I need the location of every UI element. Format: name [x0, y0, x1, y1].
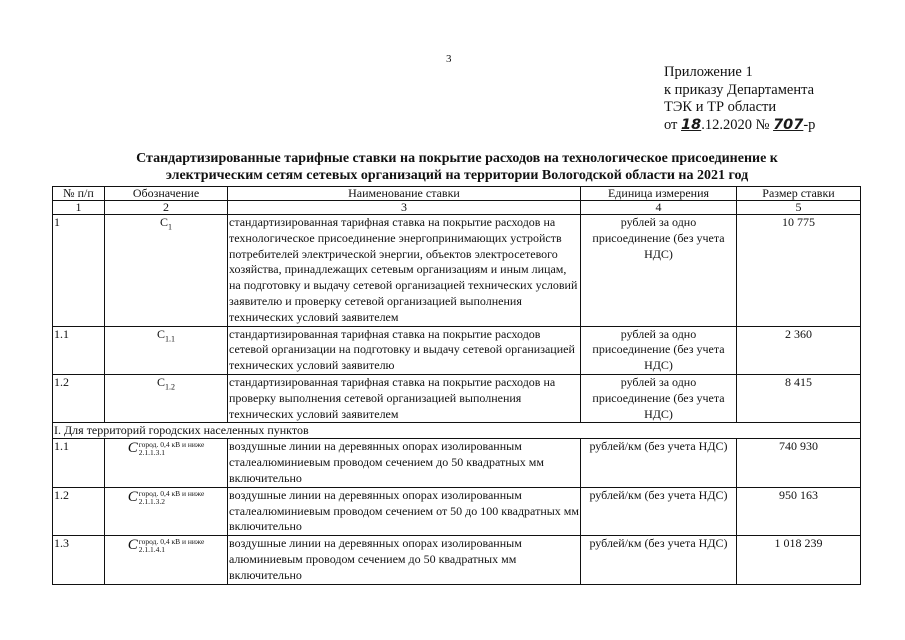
date-prefix: от: [664, 116, 678, 133]
section-row: [53, 423, 861, 439]
row-symbol: [105, 536, 228, 584]
header-value: Размер ставки: [737, 187, 861, 201]
document-title: [52, 150, 862, 184]
tariff-table: [52, 186, 861, 585]
row-name: стандартизированная тарифная ставка на покрытие расходов на проверку выполнения сетевой организацией выполнения технических условий заявителем: [228, 374, 581, 422]
column-number: 4: [581, 201, 737, 215]
row-symbol: [105, 487, 228, 535]
table-row: [53, 374, 861, 422]
symbol-superscript: город. 0,4 кВ и ниже: [138, 488, 205, 498]
symbol-subscript: 1.2: [165, 382, 175, 392]
row-name: воздушные линии на деревянных опорах изолированным сталеалюминиевым проводом сечением от 50 до 100 квадратных мм включительно: [228, 487, 581, 535]
symbol-subscript: 2.1.1.3.1: [138, 448, 165, 458]
order-suffix: -р: [803, 116, 816, 133]
table-row: [53, 326, 861, 374]
column-number: 1: [53, 201, 105, 215]
column-number: 3: [228, 201, 581, 215]
header-name: Наименование ставки: [228, 187, 581, 201]
row-symbol: $C_{1.2}$: [105, 374, 228, 422]
row-value: 1 018 239: [737, 536, 861, 584]
row-name: воздушные линии на деревянных опорах изолированным сталеалюминиевым проводом сечением до 50 квадратных мм включительно: [228, 439, 581, 487]
header-symbol: Обозначение: [105, 187, 228, 201]
row-value: 10 775: [737, 215, 861, 327]
symbol-superscript: город. 0,4 кВ и ниже: [138, 537, 205, 547]
symbol-subscript: 2.1.1.3.2: [138, 496, 165, 506]
symbol-letter: C: [127, 537, 138, 554]
appendix-line-2: к приказу Департамента: [664, 81, 815, 98]
header-row: [53, 187, 861, 201]
row-num: 1.1: [53, 326, 105, 374]
title-line-1: Стандартизированные тарифные ставки на покрытие расходов на технологическое присоединение к: [136, 151, 778, 166]
page-number: 3: [446, 53, 452, 65]
table-row: [53, 536, 861, 584]
appendix-date-line: [664, 117, 815, 135]
header-unit: Единица измерения: [581, 187, 737, 201]
row-unit: рублей за одно присоединение (без учета НДС): [581, 215, 737, 327]
row-value: 2 360: [737, 326, 861, 374]
row-value: 8 415: [737, 374, 861, 422]
header-num: № п/п: [53, 187, 105, 201]
row-unit: рублей/км (без учета НДС): [581, 536, 737, 584]
symbol-letter: C: [127, 440, 138, 457]
row-value: 950 163: [737, 487, 861, 535]
row-unit: рублей за одно присоединение (без учета НДС): [581, 326, 737, 374]
appendix-line-1: Приложение 1: [664, 64, 753, 80]
row-value: 740 930: [737, 439, 861, 487]
handwritten-order-number: 707: [773, 116, 804, 133]
row-num: 1.2: [53, 487, 105, 535]
row-symbol: $C_{1.1}$: [105, 326, 228, 374]
date-rest: .12.2020 №: [701, 116, 770, 133]
symbol-superscript: город. 0,4 кВ и ниже: [138, 440, 205, 450]
table-row: [53, 215, 861, 327]
row-num: 1: [53, 215, 105, 327]
column-number: 5: [737, 201, 861, 215]
row-unit: рублей/км (без учета НДС): [581, 439, 737, 487]
section-title: I. Для территорий городских населенных пунктов: [53, 423, 861, 439]
row-name: воздушные линии на деревянных опорах изолированным алюминиевым проводом сечением до 50 квадратных мм включительно: [228, 536, 581, 584]
symbol-subscript: 1.1: [165, 333, 175, 343]
row-num: 1.3: [53, 536, 105, 584]
column-number-row: [53, 201, 861, 215]
row-symbol: [105, 439, 228, 487]
row-symbol: $C_1$: [105, 215, 228, 327]
row-unit: рублей за одно присоединение (без учета НДС): [581, 374, 737, 422]
column-number: 2: [105, 201, 228, 215]
row-unit: рублей/км (без учета НДС): [581, 487, 737, 535]
appendix-block: [664, 64, 815, 134]
row-name: стандартизированная тарифная ставка на покрытие расходов сетевой организации на подготовку и выдачу сетевой организацией технических условий заявителю: [228, 326, 581, 374]
row-name: стандартизированная тарифная ставка на покрытие расходов на технологическое присоединение энергопринимающих устройств потребителей электрической энергии, объектов электросетевого хозяйства, принадлежащих сетевым организациям и иным лицам, на подготовку и выдачу сетевой организацией технических условий заявителю и проверку сетевой организацией выполнения технических условий заявителем: [228, 215, 581, 327]
row-num: 1.1: [53, 439, 105, 487]
symbol-subscript: 1: [168, 222, 172, 232]
table-row: [53, 487, 861, 535]
handwritten-day: 18: [681, 116, 702, 133]
table-row: [53, 439, 861, 487]
symbol-letter: C: [127, 488, 138, 505]
symbol-subscript: 2.1.1.4.1: [138, 545, 165, 555]
appendix-line-3: ТЭК и ТР области: [664, 99, 777, 115]
row-num: 1.2: [53, 374, 105, 422]
title-line-2: электрическим сетям сетевых организаций на территории Вологодской области на 2021 год: [165, 168, 749, 183]
